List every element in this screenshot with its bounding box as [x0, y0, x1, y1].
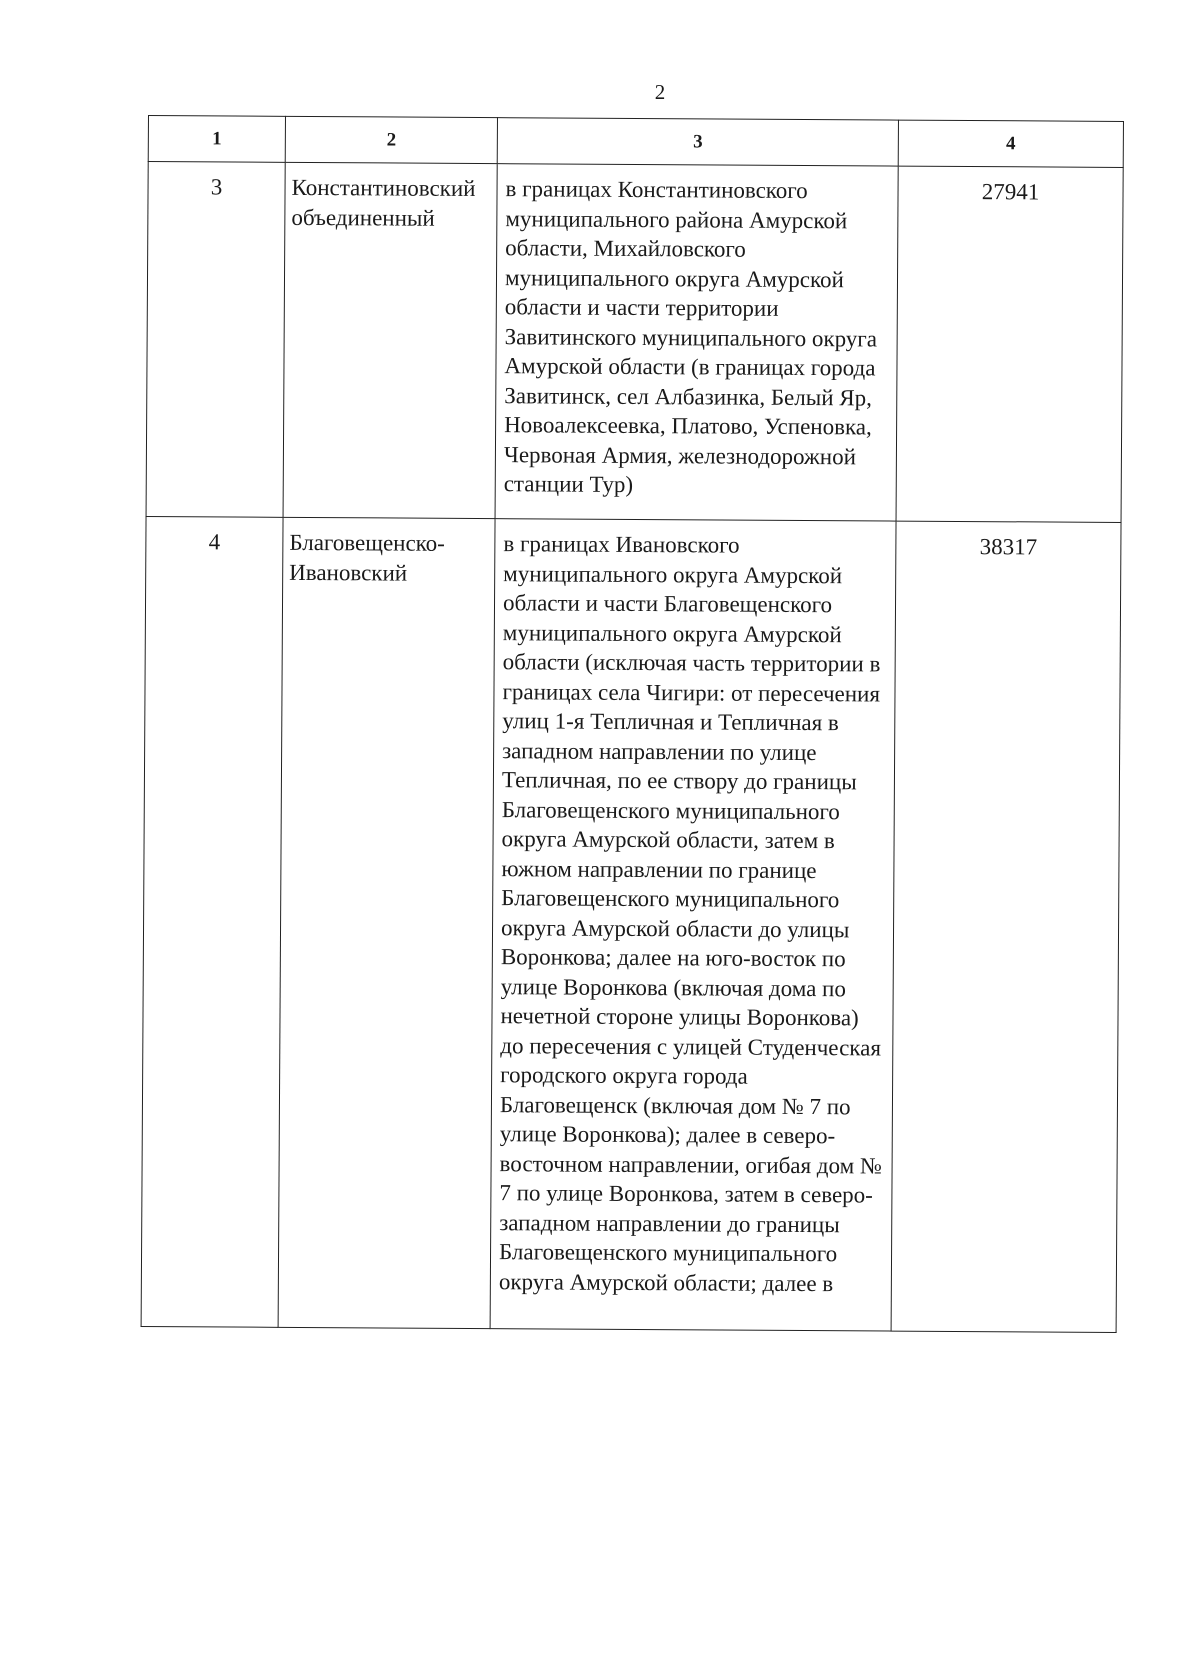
table-row — [141, 516, 1121, 1332]
header-col-3: 3 — [497, 118, 898, 166]
header-col-2: 2 — [285, 116, 497, 163]
page-number: 2 — [654, 80, 666, 104]
header-col-4: 4 — [898, 120, 1123, 167]
voter-count: 38317 — [891, 521, 1121, 1332]
district-description: в границах Ивановского муниципального округа Амурской области и части Благовещенского муниципального округа Амурской области (исключая часть территории в границах села Чигири: от пересечения улиц 1-я Тепличная и Тепличная в западном направлении по улице Тепличная, по ее створу до границы Благовещенского муниципального округа Амурской области, затем в южном направлении по границе Благовещенского муниципального округа Амурской области до улицы Воронкова; далее на юго-восток по улице Воронкова (включая дома по нечетной стороне улицы Воронкова) до пересечения с улицей Студенческая городского округа города Благовещенск (включая дом № 7 по улице Воронкова); далее в северо-восточном направлении, огибая дом № 7 по улице Воронкова, затем в северо-западном направлении до границы Благовещенского муниципального округа Амурской области; далее в — [490, 519, 896, 1331]
district-name: Благовещенско-Ивановский — [278, 517, 495, 1328]
districts-table — [141, 115, 1124, 1333]
table-header-row — [148, 116, 1123, 168]
row-number: 4 — [141, 516, 283, 1327]
table-row — [146, 162, 1123, 523]
district-description: в границах Константиновского муниципального района Амурской области, Михайловского муниципального округа Амурской области и части территории Завитинского муниципального округа Амурской области (в границах города Завитинск, сел Албазинка, Белый Яр, Новоалексеевка, Платово, Успеновка, Червоная Армия, железнодорожной станции Тур) — [495, 164, 898, 521]
voter-count: 27941 — [896, 166, 1123, 522]
row-number: 3 — [146, 162, 285, 518]
header-col-1: 1 — [148, 116, 285, 163]
district-name: Константиновский объединенный — [283, 162, 497, 518]
